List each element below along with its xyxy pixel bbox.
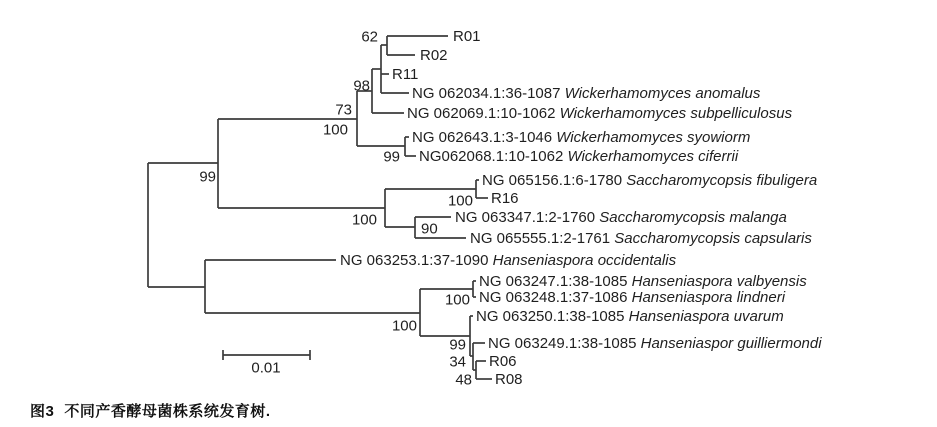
taxon-label-r01: [453, 28, 481, 45]
taxon-accession-r08: R08: [495, 370, 523, 388]
support-value-5: 99: [199, 168, 216, 186]
taxon-accession-lindneri: NG 063248.1:37-1086: [479, 288, 632, 306]
taxon-species-subpelliculosus: Wickerhamomyces subpelliculosus: [559, 104, 793, 122]
taxon-label-r06: [489, 353, 517, 370]
taxon-label-anomalus: [412, 85, 761, 102]
taxon-accession-syowiorm: NG 062643.1:3-1046: [412, 128, 557, 146]
support-value-3: 100: [322, 121, 348, 139]
taxon-species-occidentalis: Hanseniaspora occidentalis: [492, 251, 677, 269]
support-value-12: 34: [449, 353, 466, 371]
support-value-2: 73: [335, 101, 352, 119]
taxon-species-anomalus: Wickerhamomyces anomalus: [564, 84, 761, 102]
taxon-label-syowiorm: [412, 129, 750, 146]
taxon-accession-guilliermondi: NG 063249.1:38-1085: [488, 334, 641, 352]
taxon-accession-valbyensis: NG 063247.1:38-1085: [479, 272, 632, 290]
taxon-species-guilliermondi: Hanseniaspor guilliermondi: [640, 334, 822, 352]
support-value-0: 62: [361, 28, 378, 46]
taxon-label-ciferrii: [419, 148, 739, 165]
support-value-6: 100: [447, 192, 473, 210]
taxon-species-ciferrii: Wickerhamomyces ciferrii: [567, 147, 739, 165]
taxon-species-capsularis: Saccharomycopsis capsularis: [614, 229, 812, 247]
taxon-accession-r02: R02: [420, 46, 448, 64]
support-value-10: 100: [391, 317, 417, 335]
support-value-1: 98: [353, 77, 370, 95]
support-value-4: 99: [383, 148, 400, 166]
figure-caption: [30, 400, 271, 421]
support-value-13: 48: [455, 371, 472, 389]
taxon-label-guilliermondi: [488, 335, 822, 352]
scale-bar-label: 0.01: [251, 359, 281, 377]
taxon-species-uvarum: Hanseniaspora uvarum: [628, 307, 784, 325]
taxon-accession-r16: R16: [491, 189, 519, 207]
support-value-9: 100: [444, 291, 470, 309]
taxon-accession-r01: R01: [453, 27, 481, 45]
taxon-species-fibuligera: Saccharomycopsis fibuligera: [626, 171, 818, 189]
taxon-label-r08: [495, 371, 523, 388]
taxon-accession-subpelliculosus: NG 062069.1:10-1062: [407, 104, 560, 122]
taxon-label-uvarum: [476, 308, 784, 325]
figure-caption-text: 不同产香酵母菌株系统发育树.: [64, 403, 271, 420]
taxon-label-occidentalis: [340, 252, 677, 269]
taxon-label-r02: [420, 47, 448, 64]
taxon-label-subpelliculosus: [407, 105, 793, 122]
support-value-8: 90: [421, 220, 438, 238]
taxon-accession-anomalus: NG 062034.1:36-1087: [412, 84, 565, 102]
taxon-species-malanga: Saccharomycopsis malanga: [599, 208, 787, 226]
taxon-accession-r06: R06: [489, 352, 517, 370]
support-value-7: 100: [351, 211, 377, 229]
taxon-species-valbyensis: Hanseniaspora valbyensis: [631, 272, 807, 290]
taxon-accession-uvarum: NG 063250.1:38-1085: [476, 307, 629, 325]
support-value-11: 99: [449, 336, 466, 354]
taxon-accession-malanga: NG 063347.1:2-1760: [455, 208, 600, 226]
taxon-label-lindneri: [479, 289, 786, 306]
taxon-label-r16: [491, 190, 519, 207]
taxon-species-lindneri: Hanseniaspora lindneri: [631, 288, 786, 306]
taxon-accession-r11: R11: [392, 65, 419, 83]
taxon-label-r11: [392, 66, 418, 83]
taxon-label-valbyensis: [479, 273, 807, 290]
taxon-label-malanga: [455, 209, 787, 226]
taxon-species-syowiorm: Wickerhamomyces syowiorm: [556, 128, 751, 146]
figure-caption-number: 图3: [30, 403, 55, 420]
taxon-accession-fibuligera: NG 065156.1:6-1780: [482, 171, 627, 189]
taxon-accession-capsularis: NG 065555.1:2-1761: [470, 229, 615, 247]
taxon-label-capsularis: [470, 230, 812, 247]
taxon-label-fibuligera: [482, 172, 817, 189]
taxon-accession-occidentalis: NG 063253.1:37-1090: [340, 251, 493, 269]
taxon-accession-ciferrii: NG062068.1:10-1062: [419, 147, 568, 165]
